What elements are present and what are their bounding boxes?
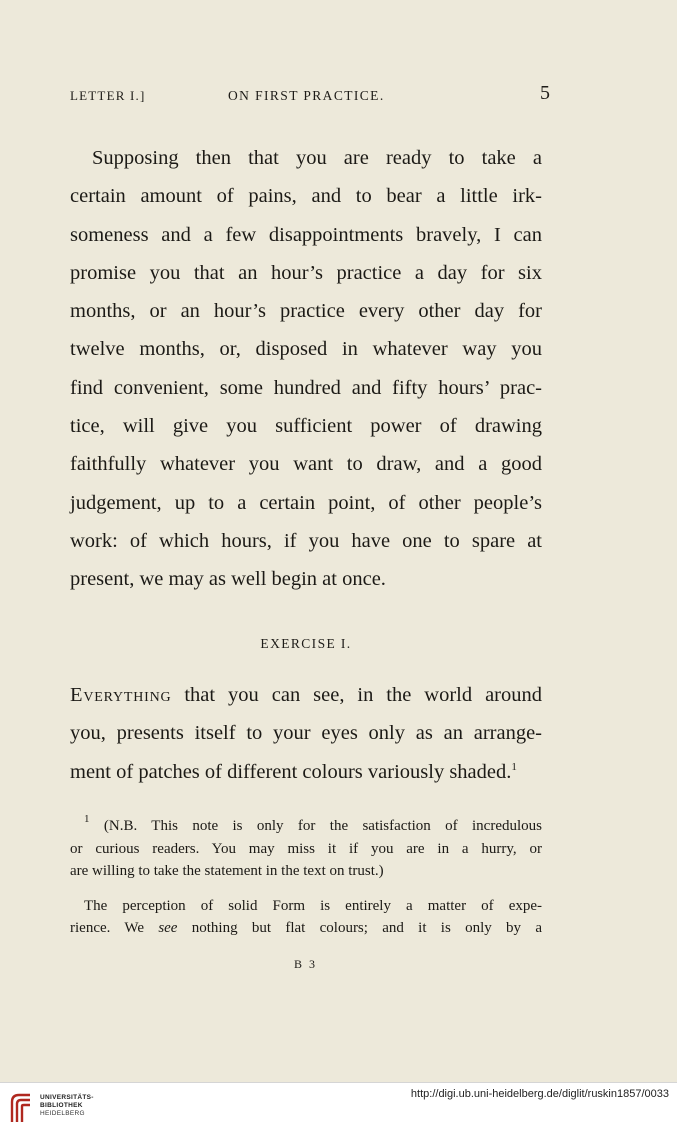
- text-line: you, presents itself to your eyes only as an arrange-: [70, 722, 542, 745]
- text-line: promise you that an hour’s practice a day for six: [70, 261, 542, 284]
- running-head-letter: LETTER I.]: [70, 88, 146, 103]
- text-line: someness and a few disappointments bravely, I can: [70, 223, 542, 246]
- footnote-line: [70, 815, 542, 838]
- permalink-url[interactable]: http://digi.ub.uni-heidelberg.de/diglit/ruskin1857/0033: [410, 1088, 669, 1100]
- footnote-gap: [70, 883, 542, 895]
- footnote-line: [70, 917, 542, 940]
- text-line: twelve months, or, disposed in whatever way you: [70, 338, 542, 361]
- footnote-line: are willing to take the statement in the text on trust.): [70, 863, 384, 879]
- paragraph-2: [70, 676, 542, 791]
- signature-mark: B 3: [294, 957, 318, 971]
- text-line: months, or an hour’s practice every other day for: [70, 300, 542, 323]
- text-fragment: rience. We: [70, 920, 159, 936]
- library-logo[interactable]: [8, 1092, 148, 1124]
- viewer-footer: [0, 1082, 677, 1130]
- text-fragment: (N.B. This note is only for the satisfaction of incredulous: [89, 818, 542, 834]
- text-line: [70, 753, 542, 791]
- footnote-line: The perception of solid Form is entirely a matter of expe-: [84, 897, 542, 914]
- text-line: work: of which hours, if you have one to spare at: [70, 529, 542, 552]
- footnote-marker: 1: [84, 813, 90, 825]
- text-fragment: that you can see, in the world around: [171, 684, 542, 706]
- text-line: [70, 676, 542, 714]
- library-name: [40, 1094, 94, 1118]
- text-line: present, we may as well begin at once.: [70, 568, 386, 591]
- text-line: faithfully whatever you want to draw, and a good: [70, 453, 542, 476]
- emphasis: see: [158, 920, 178, 936]
- running-head-title: ON FIRST PRACTICE.: [228, 88, 385, 103]
- footnote-line: or curious readers. You may miss it if you are in a hurry, or: [70, 840, 542, 857]
- library-line: HEIDELBERG: [40, 1110, 85, 1117]
- text-line: tice, will give you sufficient power of drawing: [70, 415, 542, 438]
- drop-lead-word: Everything: [70, 684, 172, 706]
- text-line: certain amount of pains, and to bear a little irk-: [70, 185, 542, 208]
- section-heading: EXERCISE I.: [260, 636, 352, 651]
- library-line: UNIVERSITÄTS-: [40, 1094, 94, 1101]
- page-number: 5: [540, 82, 550, 104]
- running-head: [70, 82, 550, 112]
- text-line: find convenient, some hundred and fifty hours’ prac-: [70, 376, 542, 399]
- library-emblem-icon: [8, 1092, 36, 1124]
- footnote: [70, 815, 542, 940]
- text-line: Supposing then that you are ready to take a: [92, 147, 542, 169]
- text-fragment: nothing but flat colours; and it is only by a: [177, 920, 542, 936]
- paragraph-1: [70, 139, 542, 599]
- library-line: BIBLIOTHEK: [40, 1102, 83, 1109]
- text-fragment: ment of patches of different colours variously shaded.: [70, 760, 512, 783]
- footnote-reference: 1: [511, 760, 517, 773]
- text-line: judgement, up to a certain point, of other people’s: [70, 491, 542, 514]
